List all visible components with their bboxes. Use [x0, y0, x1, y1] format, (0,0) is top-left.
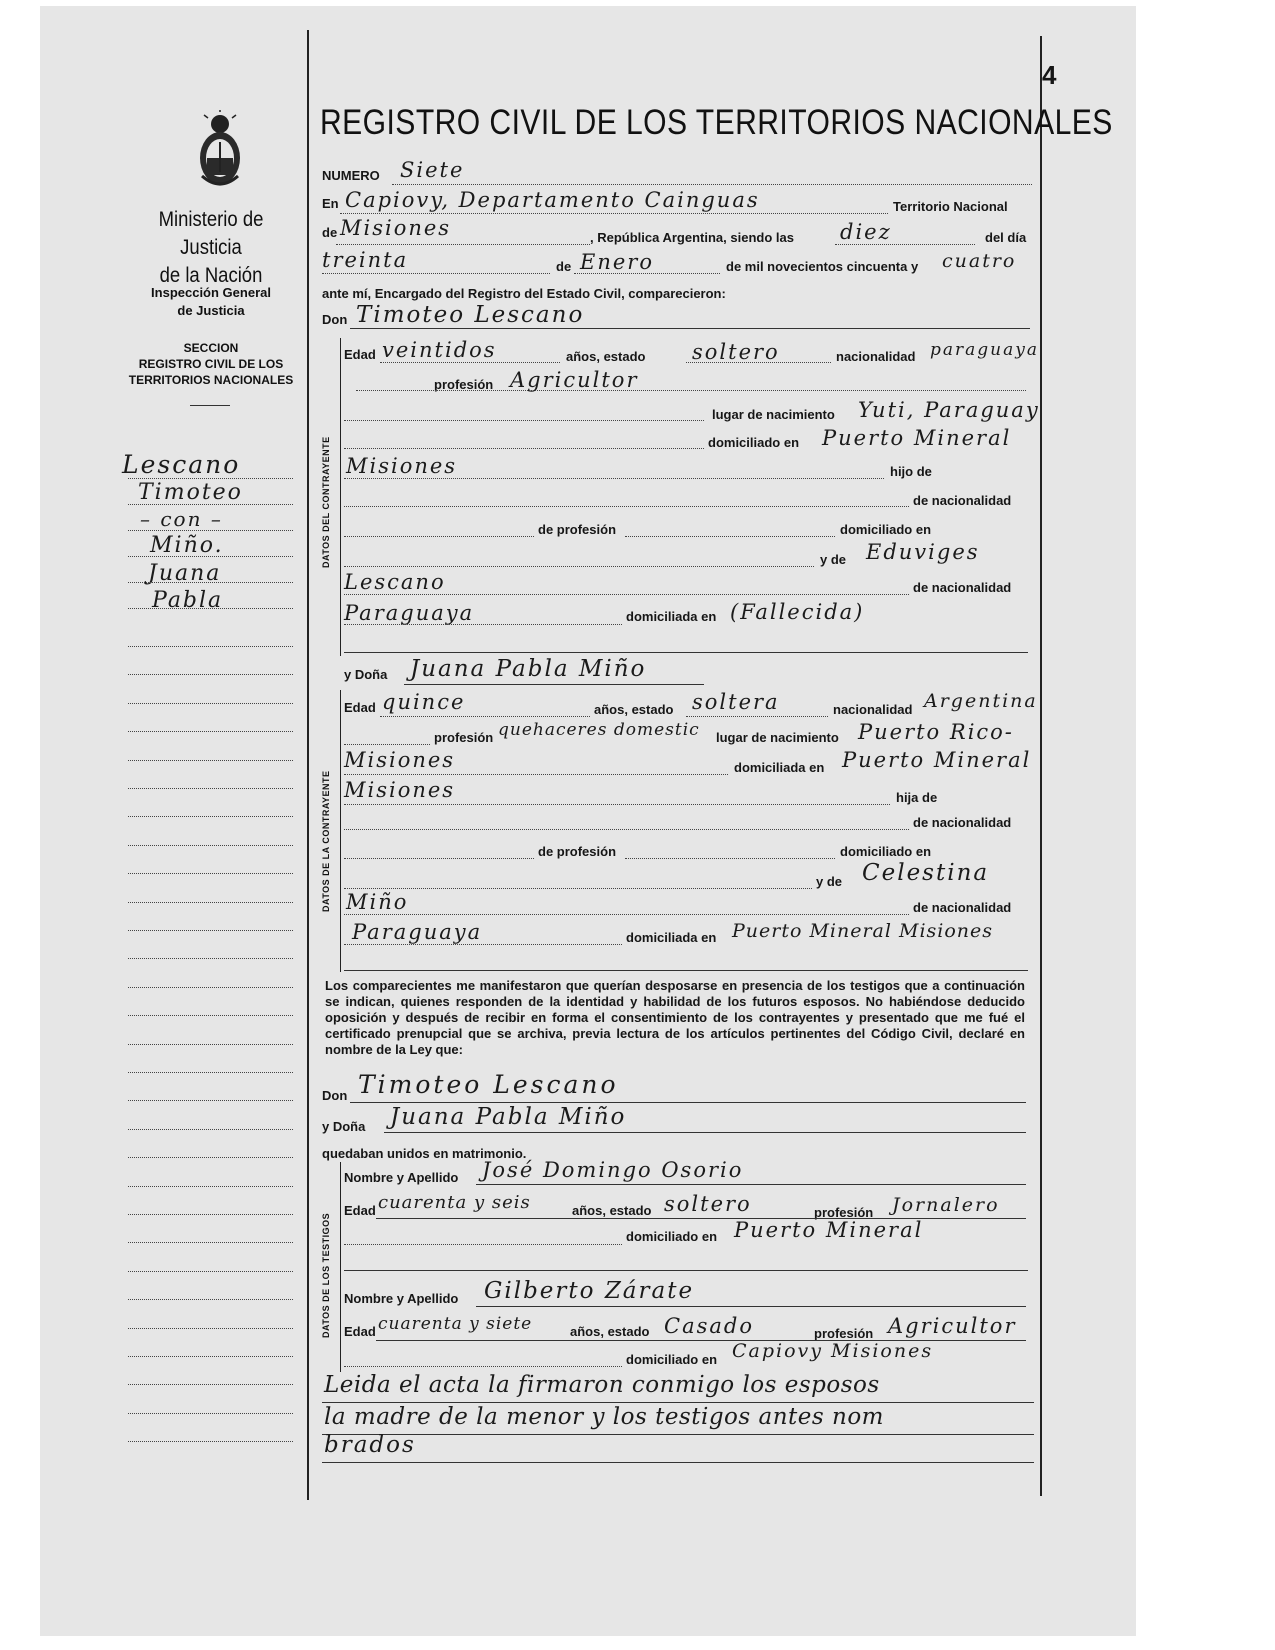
entry-territorio: Misiones	[340, 216, 452, 240]
margin-note-line: – con –	[140, 507, 223, 531]
line-padre-prof-2	[625, 536, 835, 537]
line-numero	[392, 184, 1032, 185]
line-madre-nac	[344, 594, 909, 595]
rule-closing-2	[322, 1434, 1034, 1435]
label-republica: , República Argentina, siendo las	[590, 230, 794, 245]
line-testigo-2	[476, 1306, 1026, 1307]
margin-note-line: Miño.	[150, 533, 224, 558]
line-novio	[350, 328, 1030, 329]
entry-novia-domicilio: Puerto Mineral	[842, 748, 1032, 772]
label-datos-contrayente: DATOS DEL CONTRAYENTE	[321, 436, 331, 568]
margin-rule-line	[128, 1015, 293, 1016]
label-y-dona: y Doña	[344, 667, 388, 682]
entry-numero: Siete	[400, 158, 465, 182]
entry-testigo-2-domicilio: Capiovy Misiones	[732, 1340, 934, 1362]
label-y-dona-2: y Doña	[322, 1119, 366, 1134]
line-decl-don	[350, 1102, 1026, 1103]
label-domiciliada-en-2: domiciliada en	[734, 760, 825, 775]
entry-mes: Enero	[580, 250, 654, 274]
margin-rule-line	[128, 1044, 293, 1045]
label-nombre-apellido-2: Nombre y Apellido	[344, 1291, 459, 1306]
margin-rule-line	[128, 873, 293, 874]
line-decl-dona	[384, 1132, 1026, 1133]
line-padre-f-prof-2	[625, 858, 835, 859]
label-edad-4: Edad	[344, 1324, 376, 1339]
margin-rule-line	[128, 1072, 293, 1073]
line-estado	[686, 362, 831, 363]
box-contrayente-f-rule	[340, 690, 341, 972]
entry-novia-madre-2: Miño	[346, 890, 409, 914]
line-mes	[574, 273, 720, 274]
coat-of-arms	[190, 110, 250, 194]
section-line-3: TERRITORIOS NACIONALES	[128, 373, 294, 387]
label-de-nacionalidad-3: de nacionalidad	[913, 815, 1012, 830]
label-anos-estado: años, estado	[566, 349, 646, 364]
label-quedaban: quedaban unidos en matrimonio.	[322, 1146, 527, 1161]
margin-rule-line	[128, 760, 293, 761]
label-edad: Edad	[344, 347, 376, 362]
entry-novio-nacionalidad: paraguaya	[930, 340, 1039, 360]
entry-decl-don: Timoteo Lescano	[358, 1070, 619, 1099]
line-novia-estado	[686, 716, 828, 717]
label-y-de-2: y de	[816, 874, 843, 889]
label-de-mes: de	[556, 259, 572, 274]
label-estado-4: años, estado	[570, 1324, 650, 1339]
inspection-line-2: de Justicia	[177, 303, 245, 318]
margin-rule-line	[128, 703, 293, 704]
label-en: En	[322, 196, 339, 211]
section-line-1: SECCION	[183, 341, 239, 355]
margin-rule-line	[128, 731, 293, 732]
frame-left-rule	[307, 30, 309, 1500]
entry-novia-profesion: quehaceres domestic	[498, 720, 700, 740]
label-hija-de: hija de	[896, 790, 938, 805]
label-de-nacionalidad: de nacionalidad	[913, 493, 1012, 508]
closing-line-1: Leida el acta la firmaron conmigo los esposos	[324, 1372, 880, 1398]
margin-rule-line	[128, 1271, 293, 1272]
label-nacionalidad-2: nacionalidad	[833, 702, 913, 717]
label-de-nacionalidad-2: de nacionalidad	[913, 580, 1012, 595]
entry-hora: diez	[840, 220, 892, 244]
entry-novia-madre: Celestina	[862, 860, 990, 886]
rule-contrayente-end	[344, 652, 1028, 653]
entry-novia: Juana Pabla Miño	[410, 656, 647, 682]
ministry-name	[127, 206, 294, 290]
entry-novio-madre-dom: (Fallecida)	[730, 600, 865, 624]
inspection-name	[116, 284, 306, 320]
margin-note-line: Juana	[148, 561, 222, 586]
label-territorio: Territorio Nacional	[893, 199, 1008, 214]
box-testigos-rule	[340, 1162, 341, 1372]
entry-novia-madre-nac: Paraguaya	[352, 920, 483, 944]
margin-rule-line	[128, 788, 293, 789]
label-domiciliado-en: domiciliado en	[708, 435, 800, 450]
page-number-mark: 4	[1042, 60, 1057, 90]
entry-testigo-1-estado: soltero	[664, 1192, 752, 1216]
margin-rule-line	[128, 478, 293, 479]
margin-rule-line	[128, 608, 293, 609]
margin-rule-line	[128, 1186, 293, 1187]
margin-rule-line	[128, 1299, 293, 1300]
margin-rule-line	[128, 504, 293, 505]
line-madre	[344, 566, 814, 567]
line-novia-nac	[344, 774, 728, 775]
entry-novio-profesion: Agricultor	[510, 368, 639, 392]
margin-rule-line	[128, 1100, 293, 1101]
entry-novio-madre-2: Lescano	[344, 570, 446, 594]
line-hijo	[344, 478, 884, 479]
line-padre-prof	[344, 536, 534, 537]
entry-novia-edad: quince	[382, 690, 466, 714]
label-domiciliado-en-3: domiciliado en	[840, 844, 932, 859]
line-madre-f-dom	[344, 944, 622, 945]
margin-rule-line	[128, 902, 293, 903]
label-lugar-nacimiento-2: lugar de nacimiento	[716, 730, 839, 745]
margin-rule-line	[128, 556, 293, 557]
label-numero: NUMERO	[322, 168, 380, 183]
entry-novio-domicilio-2: Misiones	[346, 454, 458, 478]
entry-anio: cuatro	[942, 250, 1017, 272]
closing-line-2: la madre de la menor y los testigos antes nom	[324, 1404, 884, 1430]
margin-rule-line	[128, 582, 293, 583]
entry-novio: Timoteo Lescano	[356, 302, 585, 328]
label-mil-novecientos: de mil novecientos cincuenta y	[726, 259, 919, 274]
line-padre-nac	[344, 506, 909, 507]
label-datos-testigos: DATOS DE LOS TESTIGOS	[321, 1212, 331, 1338]
margin-rule-line	[128, 646, 293, 647]
ministry-line-1: Ministerio de Justicia	[158, 208, 264, 259]
label-de-profesion-2: de profesión	[538, 844, 617, 859]
ministry-line-2: de la Nación	[159, 264, 263, 287]
entry-testigo-2-edad: cuarenta y siete	[378, 1314, 533, 1334]
line-testigo-1-edad	[376, 1218, 1026, 1219]
label-domiciliado-en-2: domiciliado en	[840, 522, 932, 537]
entry-novia-nacimiento: Puerto Rico-	[858, 720, 1014, 744]
sidebar-rule	[190, 405, 230, 406]
line-edad	[380, 362, 560, 363]
label-ante-mi: ante mí, Encargado del Registro del Estado Civil, comparecieron:	[322, 286, 726, 301]
margin-note	[122, 450, 292, 614]
margin-rule-line	[128, 1413, 293, 1414]
margin-rule-line	[128, 1214, 293, 1215]
line-novia-edad	[380, 716, 590, 717]
entry-novio-madre: Eduviges	[866, 540, 980, 564]
line-hija	[344, 804, 890, 805]
line-profesion	[356, 390, 1026, 391]
label-de-nacionalidad-4: de nacionalidad	[913, 900, 1012, 915]
entry-novia-nacionalidad: Argentina	[924, 690, 1038, 712]
label-domiciliado-w2: domiciliado en	[626, 1352, 718, 1367]
entry-novio-nacimiento: Yuti, Paraguay	[858, 398, 1040, 422]
line-domicilio	[344, 448, 704, 449]
line-padre-f	[344, 829, 909, 830]
margin-rule-line	[128, 845, 293, 846]
line-padre-f-prof	[344, 858, 534, 859]
entry-lugar: Capiovy, Departamento Cainguas	[345, 188, 760, 212]
entry-novia-estado: soltera	[692, 690, 780, 714]
entry-testigo-1-domicilio: Puerto Mineral	[734, 1218, 924, 1242]
margin-rule-line	[128, 958, 293, 959]
line-testigo-1	[476, 1184, 1026, 1185]
rule-closing-3	[322, 1462, 1034, 1463]
margin-note-line: Lescano	[122, 450, 241, 479]
label-don: Don	[322, 312, 348, 327]
line-territorio	[336, 244, 590, 245]
line-madre-dom	[344, 624, 622, 625]
label-hijo-de: hijo de	[890, 464, 932, 479]
entry-testigo-2-profesion: Agricultor	[888, 1314, 1017, 1338]
line-novia	[404, 684, 704, 685]
label-don-2: Don	[322, 1088, 348, 1103]
entry-novio-domicilio: Puerto Mineral	[822, 426, 1012, 450]
label-nacionalidad: nacionalidad	[836, 349, 916, 364]
entry-testigo-1-profesion: Jornalero	[892, 1194, 1000, 1216]
line-novia-prof	[344, 744, 430, 745]
line-madre-f-nac	[344, 914, 909, 915]
rule-testigo-1-end	[344, 1270, 1028, 1271]
section-line-2: REGISTRO CIVIL DE LOS	[138, 357, 284, 371]
label-de: de	[322, 225, 338, 240]
section-name	[116, 340, 306, 388]
margin-rule-line	[128, 987, 293, 988]
entry-novia-nacimiento-2: Misiones	[344, 748, 456, 772]
line-testigo-2-dom	[344, 1366, 622, 1367]
margin-rule-line	[128, 1129, 293, 1130]
label-edad-2: Edad	[344, 700, 376, 715]
entry-dia: treinta	[322, 248, 409, 272]
margin-rule-line	[128, 530, 293, 531]
label-profesion: profesión	[434, 377, 494, 392]
closing-line-3: brados	[324, 1432, 416, 1458]
entry-novia-domicilio-2: Misiones	[344, 778, 456, 802]
entry-decl-dona: Juana Pabla Miño	[390, 1104, 627, 1130]
margin-rule-line	[128, 674, 293, 675]
label-nombre-apellido: Nombre y Apellido	[344, 1170, 459, 1185]
margin-rule-line	[128, 1441, 293, 1442]
label-profesion-3: profesión	[814, 1205, 874, 1220]
label-edad-3: Edad	[344, 1203, 376, 1218]
entry-testigo-2: Gilberto Zárate	[484, 1278, 695, 1304]
entry-testigo-2-estado: Casado	[664, 1314, 754, 1338]
line-dia	[322, 273, 550, 274]
label-del-dia: del día	[985, 230, 1027, 245]
entry-testigo-1-edad: cuarenta y seis	[378, 1192, 531, 1213]
label-profesion-2: profesión	[434, 730, 494, 745]
line-lugar	[340, 213, 888, 214]
label-profesion-4: profesión	[814, 1326, 874, 1341]
label-domiciliada-en: domiciliada en	[626, 609, 717, 624]
label-datos-contrayente-f: DATOS DE LA CONTRAYENTE	[321, 770, 331, 912]
line-nacimiento	[344, 420, 704, 421]
label-lugar-nacimiento: lugar de nacimiento	[712, 407, 835, 422]
margin-rule-line	[128, 816, 293, 817]
box-contrayente-rule	[340, 338, 341, 656]
margin-rule-line	[128, 1242, 293, 1243]
label-anos-estado-2: años, estado	[594, 702, 674, 717]
margin-note-line: Pabla	[152, 588, 224, 613]
line-madre-f	[344, 888, 812, 889]
margin-rule-line	[128, 1157, 293, 1158]
label-y-de: y de	[820, 552, 847, 567]
declaration-text: Los comparecientes me manifestaron que querían desposarse en presencia de los testigos que a continuación se indican, quienes responden de la identidad y habilidad de los futuros esposos. No habiéndose deducido oposición y después de recibir en forma el consentimiento de los contrayentes y presentado que me fué el certificado prenupcial que se archiva, previa lectura de los artículos pertinentes del Código Civil, declaré en nombre de la Ley que:	[325, 978, 1025, 1057]
label-domiciliada-en-3: domiciliada en	[626, 930, 717, 945]
entry-novia-madre-dom: Puerto Mineral Misiones	[732, 920, 994, 942]
entry-novio-edad: veintidos	[382, 338, 497, 362]
rule-closing-1	[322, 1402, 1034, 1403]
rule-contrayente-f-end	[344, 970, 1028, 971]
label-de-profesion: de profesión	[538, 522, 617, 537]
label-domiciliado-w1: domiciliado en	[626, 1229, 718, 1244]
line-testigo-1-dom	[344, 1244, 622, 1245]
frame-right-rule	[1040, 36, 1042, 1496]
document-title: REGISTRO CIVIL DE LOS TERRITORIOS NACIONALES	[320, 103, 1113, 142]
label-estado-3: años, estado	[572, 1203, 652, 1218]
margin-rule-line	[128, 1384, 293, 1385]
entry-novio-madre-nac: Paraguaya	[344, 601, 475, 625]
margin-rule-line	[128, 1328, 293, 1329]
inspection-line-1: Inspección General	[151, 285, 271, 300]
margin-rule-line	[128, 930, 293, 931]
margin-rule-line	[128, 1356, 293, 1357]
margin-note-line: Timoteo	[138, 480, 243, 505]
entry-novio-estado: soltero	[692, 340, 780, 364]
entry-testigo-1: José Domingo Osorio	[482, 1158, 744, 1182]
line-hora	[835, 244, 975, 245]
